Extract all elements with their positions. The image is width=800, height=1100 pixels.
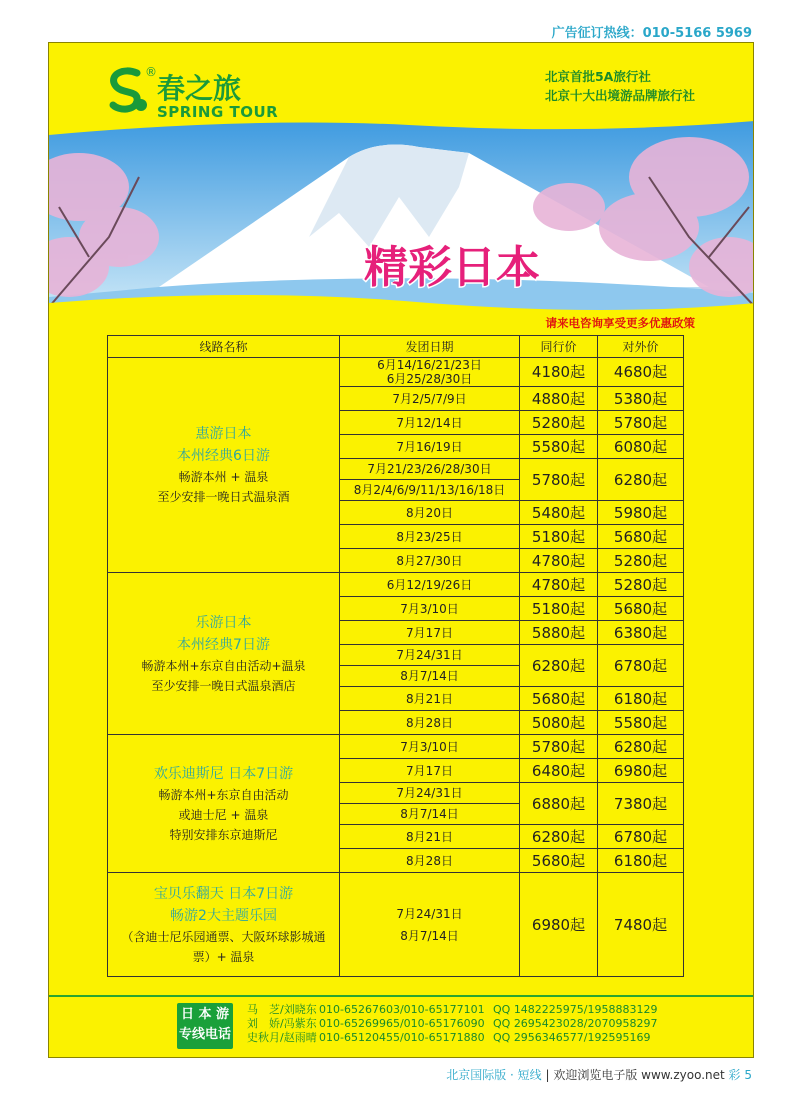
package-name: 宝贝乐翻天 日本7日游 xyxy=(153,885,294,902)
contact-row xyxy=(247,1003,658,1017)
package-description: 或迪士尼 + 温泉 xyxy=(178,807,269,822)
departure-dates xyxy=(340,687,520,711)
package-name: 乐游日本 xyxy=(195,614,252,631)
table-row xyxy=(108,358,684,387)
date-line: 8月28日 xyxy=(406,853,453,868)
retail-price: 5980起 xyxy=(598,501,684,525)
retail-price: 6280起 xyxy=(598,459,684,501)
package-name: 本州经典7日游 xyxy=(177,636,270,653)
departure-dates xyxy=(340,387,520,411)
package-cell xyxy=(108,573,340,735)
retail-price: 6380起 xyxy=(598,621,684,645)
date-line: 7月12/14日 xyxy=(396,415,463,430)
tour-price-table xyxy=(107,335,684,977)
retail-price: 4680起 xyxy=(598,358,684,387)
hotline-badge xyxy=(177,1003,233,1049)
date-line: 8月27/30日 xyxy=(396,553,463,568)
date-line: 7月24/31日 xyxy=(396,906,463,921)
departure-dates xyxy=(340,711,520,735)
package-name: 本州经典6日游 xyxy=(177,448,270,464)
date-line: 6月12/19/26日 xyxy=(386,577,473,592)
departure-dates xyxy=(340,759,520,783)
retail-price: 6080起 xyxy=(598,435,684,459)
departure-dates xyxy=(340,358,520,387)
contact-row xyxy=(247,1031,658,1045)
departure-dates xyxy=(340,435,520,459)
retail-price: 7480起 xyxy=(598,873,684,977)
retail-price: 6180起 xyxy=(598,687,684,711)
departure-dates xyxy=(340,621,520,645)
departure-dates xyxy=(340,825,520,849)
date-line: 7月17日 xyxy=(406,763,453,778)
departure-dates xyxy=(340,735,520,759)
package-description: 至少安排一晚日式温泉酒店 xyxy=(151,678,296,693)
peer-price: 5080起 xyxy=(520,711,598,735)
table-row xyxy=(108,735,684,759)
date-line: 8月20日 xyxy=(406,505,453,520)
retail-price: 5680起 xyxy=(598,597,684,621)
peer-price: 5180起 xyxy=(520,525,598,549)
package-name: 欢乐迪斯尼 日本7日游 xyxy=(153,765,294,782)
peer-price: 5280起 xyxy=(520,411,598,435)
date-line: 8月2/4/6/9/11/13/16/18日 xyxy=(353,483,506,497)
peer-price: 4780起 xyxy=(520,549,598,573)
contact-qq: QQ 2695423028/2070958297 xyxy=(493,1017,658,1030)
footer-separator: | xyxy=(545,1068,550,1082)
page-footer xyxy=(446,1066,752,1083)
peer-price: 4880起 xyxy=(520,387,598,411)
agency-tagline xyxy=(545,67,695,105)
website-link[interactable]: 欢迎浏览电子版 www.zyoo.net xyxy=(553,1068,725,1082)
package-description: 至少安排一晚日式温泉酒 xyxy=(157,490,290,504)
peer-price: 6280起 xyxy=(520,825,598,849)
date-line: 8月7/14日 xyxy=(400,807,459,821)
departure-dates xyxy=(340,501,520,525)
retail-price: 6780起 xyxy=(598,645,684,687)
retail-price: 6980起 xyxy=(598,759,684,783)
date-line: 7月17日 xyxy=(406,625,453,640)
banner-title: 精彩日本 xyxy=(364,242,540,293)
package-description: （含迪士尼乐园通票、大阪环球影城通 xyxy=(121,929,326,944)
date-line: 7月2/5/7/9日 xyxy=(392,391,467,406)
peer-price: 5680起 xyxy=(520,687,598,711)
date-line: 7月21/23/26/28/30日 xyxy=(340,462,519,480)
contact-name: 刘 娇/冯紫东 xyxy=(247,1017,317,1030)
date-line: 8月28日 xyxy=(406,715,453,730)
retail-price: 6180起 xyxy=(598,849,684,873)
badge-line: 日 本 游 xyxy=(180,1007,230,1022)
retail-price: 6780起 xyxy=(598,825,684,849)
departure-dates xyxy=(340,549,520,573)
table-header-row xyxy=(108,336,684,358)
peer-price: 6280起 xyxy=(520,645,598,687)
header-dates: 发团日期 xyxy=(340,336,520,358)
tagline-line: 北京首批5A旅行社 xyxy=(544,69,651,84)
peer-price: 5680起 xyxy=(520,849,598,873)
promo-note: 请来电咨询享受更多优惠政策 xyxy=(545,316,695,330)
section-label: 北京国际版 · 短线 xyxy=(446,1068,542,1082)
date-line: 8月7/14日 xyxy=(400,669,459,683)
tagline-line: 北京十大出境游品牌旅行社 xyxy=(544,88,695,103)
date-line: 7月24/31日 xyxy=(340,648,519,666)
flyer-page xyxy=(48,42,754,1058)
contact-qq: QQ 1482225975/1958883129 xyxy=(493,1003,658,1016)
header-peer-price: 同行价 xyxy=(520,336,598,358)
date-line: 6月25/28/30日 xyxy=(386,372,473,386)
retail-price: 6280起 xyxy=(598,735,684,759)
departure-dates xyxy=(340,597,520,621)
header-retail-price: 对外价 xyxy=(598,336,684,358)
contact-qq: QQ 2956346577/192595169 xyxy=(493,1031,651,1044)
package-cell xyxy=(108,358,340,573)
retail-price: 5580起 xyxy=(598,711,684,735)
package-description: 畅游本州 + 温泉 xyxy=(178,470,269,484)
package-name: 畅游2大主题乐园 xyxy=(170,907,277,924)
date-line: 6月14/16/21/23日 xyxy=(377,358,482,372)
package-description: 特别安排东京迪斯尼 xyxy=(169,827,278,842)
peer-price: 6480起 xyxy=(520,759,598,783)
departure-dates xyxy=(340,783,520,825)
brand-name-cn: 春之旅 xyxy=(157,72,242,105)
date-line: 7月16/19日 xyxy=(396,439,463,454)
contact-tel: 010-65267603/010-65177101 xyxy=(319,1003,485,1016)
date-line: 7月24/31日 xyxy=(340,786,519,804)
contact-name: 马 芝/刘晓东 xyxy=(247,1003,317,1016)
peer-price: 5580起 xyxy=(520,435,598,459)
registered-mark: ® xyxy=(145,65,157,79)
footer-divider xyxy=(49,995,754,997)
peer-price: 5180起 xyxy=(520,597,598,621)
package-cell xyxy=(108,735,340,873)
peer-price: 5880起 xyxy=(520,621,598,645)
departure-dates xyxy=(340,873,520,977)
peer-price: 6980起 xyxy=(520,873,598,977)
peer-price: 4180起 xyxy=(520,358,598,387)
departure-dates xyxy=(340,459,520,501)
table-row xyxy=(108,873,684,977)
contact-list xyxy=(247,1003,658,1045)
contact-tel: 010-65269965/010-65176090 xyxy=(319,1017,485,1030)
date-line: 7月3/10日 xyxy=(400,739,459,754)
contact-name: 史秋月/赵雨晴 xyxy=(247,1031,317,1044)
package-description: 畅游本州+东京自由活动+温泉 xyxy=(141,658,306,673)
retail-price: 5280起 xyxy=(598,573,684,597)
departure-dates xyxy=(340,525,520,549)
peer-price: 5480起 xyxy=(520,501,598,525)
brand-name-en: SPRING TOUR xyxy=(157,103,279,121)
peer-price: 5780起 xyxy=(520,735,598,759)
date-line: 8月7/14日 xyxy=(400,928,459,943)
date-line: 8月23/25日 xyxy=(396,529,463,544)
peer-price: 5780起 xyxy=(520,459,598,501)
package-name: 惠游日本 xyxy=(195,426,252,442)
peer-price: 6880起 xyxy=(520,783,598,825)
peer-price: 4780起 xyxy=(520,573,598,597)
contact-tel: 010-65120455/010-65171880 xyxy=(319,1031,485,1044)
departure-dates xyxy=(340,645,520,687)
retail-price: 5780起 xyxy=(598,411,684,435)
header-route: 线路名称 xyxy=(108,336,340,358)
retail-price: 7380起 xyxy=(598,783,684,825)
table-row xyxy=(108,573,684,597)
date-line: 8月21日 xyxy=(406,829,453,844)
departure-dates xyxy=(340,411,520,435)
package-description: 票）+ 温泉 xyxy=(192,949,255,964)
retail-price: 5680起 xyxy=(598,525,684,549)
departure-dates xyxy=(340,849,520,873)
mount-fuji-banner xyxy=(49,117,754,317)
package-description: 畅游本州+东京自由活动 xyxy=(158,787,289,802)
badge-line: 专线电话 xyxy=(178,1027,231,1042)
package-cell xyxy=(108,873,340,977)
contact-row xyxy=(247,1017,658,1031)
ad-hotline: 广告征订热线：010-5166 5969 xyxy=(551,26,752,41)
retail-price: 5380起 xyxy=(598,387,684,411)
departure-dates xyxy=(340,573,520,597)
date-line: 8月21日 xyxy=(406,691,453,706)
date-line: 7月3/10日 xyxy=(400,601,459,616)
page-number: 彩 5 xyxy=(728,1068,752,1082)
retail-price: 5280起 xyxy=(598,549,684,573)
